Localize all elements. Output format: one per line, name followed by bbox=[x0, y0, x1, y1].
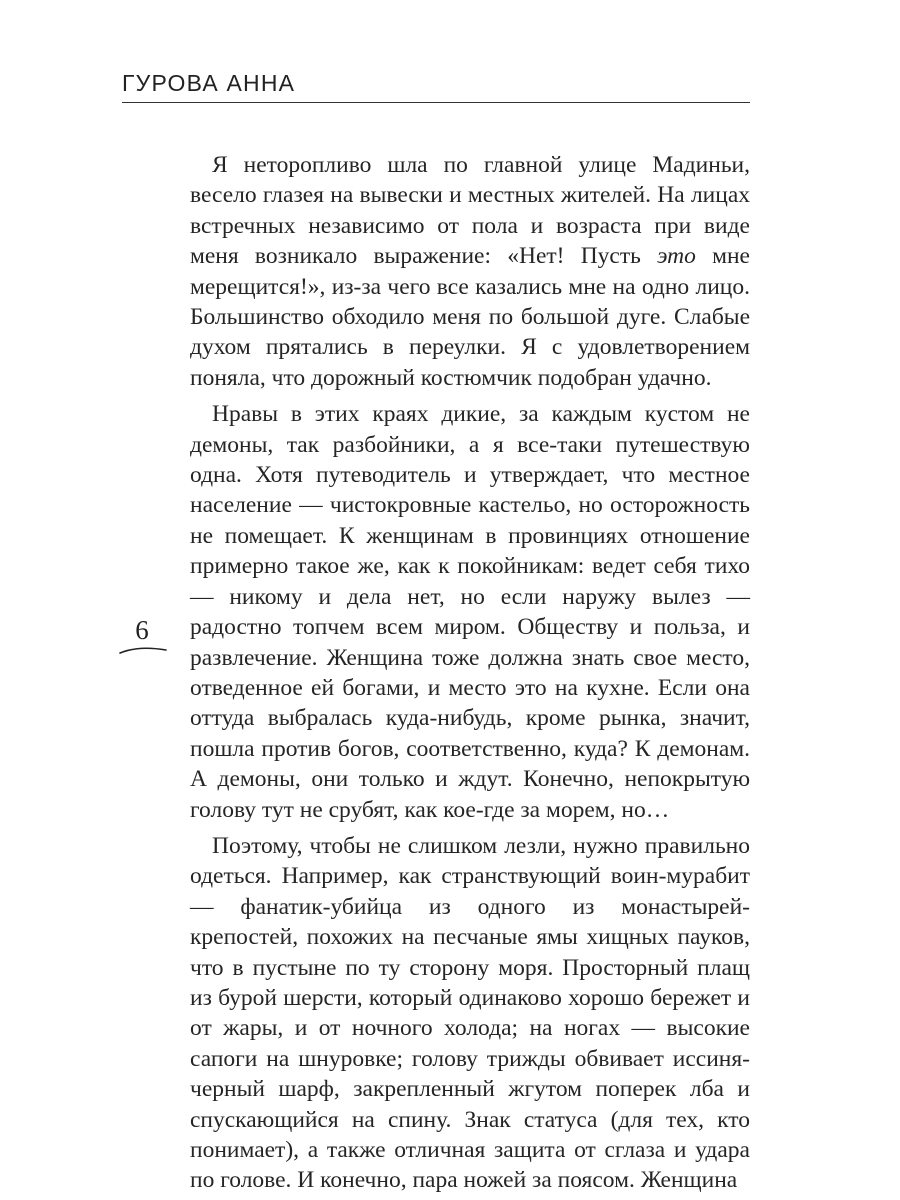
paragraph-1-emphasis: это bbox=[657, 243, 696, 270]
chapter-text bbox=[190, 150, 750, 1196]
page-number-swash-ornament bbox=[118, 645, 170, 657]
paragraph-1-after: мне мерещится!», из-за чего все казались мне на одно лицо. Большинство обходило меня по большой дуге. Слабые духом прятались в переулки. Я с удовлетворением поняла, что дорожный костюмчик подобран удачно. bbox=[190, 243, 750, 391]
running-header bbox=[122, 70, 750, 103]
page-number: 6 bbox=[135, 615, 149, 645]
paragraph-1 bbox=[190, 150, 750, 393]
paragraph-3: Поэтому, чтобы не слишком лезли, нужно правильно одеться. Например, как странствующий воин-мурабит — фанатик-убийца из одного из монастырей-крепостей, похожих на песчаные ямы хищных пауков, что в пустыне по ту сторону моря. Просторный плащ из бурой шерсти, который одинаково хорошо бережет и от жары, и от ночного холода; на ногах — высокие сапоги на шнуровке; голову трижды обвивает иссиня-черный шарф, закрепленный жгутом поперек лба и спускающийся на спину. Знак статуса (для тех, кто понимает), а также отличная защита от сглаза и удара по голове. И конечно, пара ножей за поясом. Женщина bbox=[190, 832, 750, 1194]
paragraph-2: Нравы в этих краях дикие, за каждым кустом не демоны, так разбойники, а я все-таки путешествую одна. Хотя путеводитель и утверждает, что местное население — чистокровные кастельо, но осторожность не помещает. К женщинам в провинциях отношение примерно такое же, как к покойникам: ведет себя тихо — никому и дела нет, но если наружу вылез — радостно топчем всем миром. Обществу и польза, и развлечение. Женщина тоже должна знать свое место, отведенное ей богами, и место это на кухне. Если она оттуда выбралась куда-нибудь, кроме рынка, значит, пошла против богов, соответственно, куда? К демонам. А демоны, они только и ждут. Конечно, непокрытую голову тут не срубят, как кое-где за морем, но… bbox=[190, 401, 750, 823]
paragraph-1-before: Я неторопливо шла по главной улице Мадиньи, весело глазея на вывески и местных жителей. На лицах встречных независимо от пола и возраста при виде меня возникало выражение: «Нет! Пусть bbox=[190, 152, 750, 270]
author-name: ГУРОВА АННА bbox=[122, 70, 296, 96]
page-number-block bbox=[118, 615, 170, 655]
